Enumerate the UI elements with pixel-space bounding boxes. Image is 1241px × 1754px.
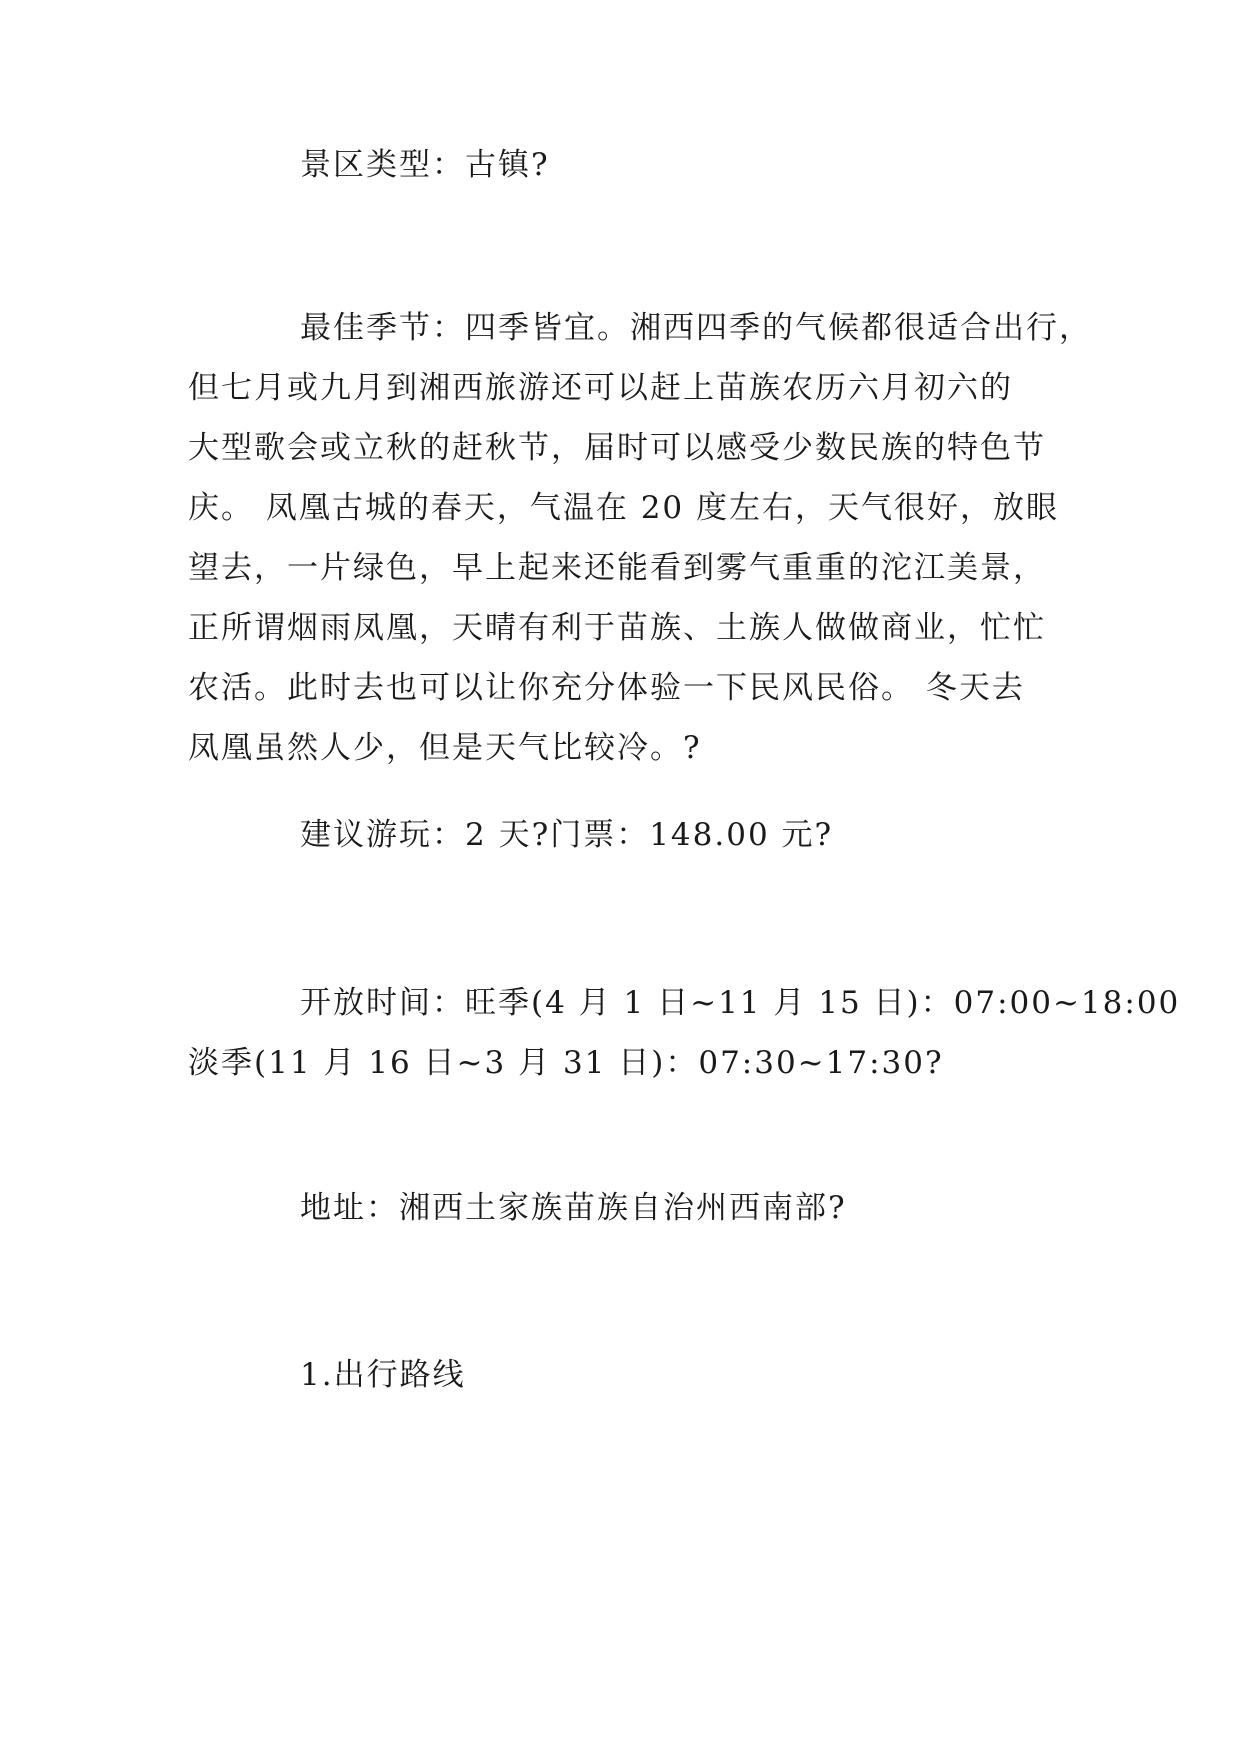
best-season-paragraph [188, 298, 1092, 778]
best-season-line: 农活。此时去也可以让你充分体验一下民风民俗。 冬天去 [188, 670, 1025, 706]
best-season-line: 望去，一片绿色，早上起来还能看到雾气重重的沱江美景， [188, 550, 1046, 586]
address-paragraph [188, 1178, 1054, 1238]
scenic-type-paragraph [188, 135, 1054, 195]
section-heading: 1.出行路线 [300, 1357, 466, 1393]
best-season-line: 正所谓烟雨凤凰，天晴有利于苗族、土族人做做商业，忙忙 [188, 610, 1046, 646]
best-season-line: 庆。 凤凰古城的春天，气温在 20 度左右，天气很好，放眼 [188, 490, 1060, 526]
best-season-line: 凤凰虽然人少，但是天气比较冷。? [188, 730, 702, 766]
opening-hours-paragraph [188, 973, 1181, 1093]
address-text: 地址：湘西土家族苗族自治州西南部? [300, 1190, 847, 1226]
best-season-line: 但七月或九月到湘西旅游还可以赶上苗族农历六月初六的 [188, 370, 1013, 406]
section-heading-paragraph [188, 1345, 1054, 1405]
best-season-line: 最佳季节：四季皆宜。湘西四季的气候都很适合出行， [300, 310, 1092, 346]
best-season-line: 大型歌会或立秋的赶秋节，届时可以感受少数民族的特色节 [188, 430, 1046, 466]
scenic-type-text: 景区类型：古镇? [300, 147, 550, 183]
opening-hours-line: 开放时间：旺季(4 月 1 日~11 月 15 日)：07:00~18:00 [300, 985, 1181, 1021]
opening-hours-line: 淡季(11 月 16 日~3 月 31 日)：07:30~17:30? [188, 1045, 944, 1081]
suggested-ticket-paragraph [188, 805, 1054, 865]
suggested-ticket-text: 建议游玩：2 天?门票：148.00 元? [300, 817, 834, 853]
